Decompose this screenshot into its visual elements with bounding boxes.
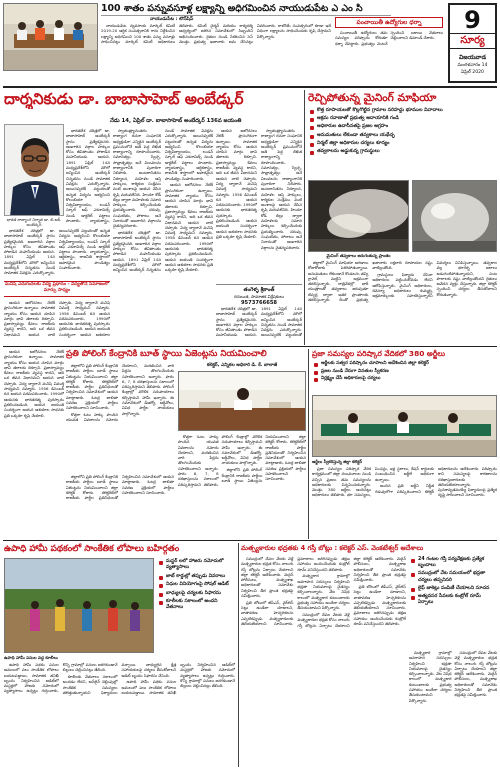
upadhi-bullet: కూలీలకు సకాలంలో అందని వేతనాలు [159, 599, 233, 612]
prajavani-col-1-text: ప్రజా సమస్యల పరిష్కార వేదిక కార్యక్రమంలో జిల్లా నలుమూలల నుండి వచ్చిన ప్రజలు తమ సమస్యలను అధికారులకు విన్నవించుకున్నారు. మొత్తం 380 అర్జీలు అందినట్లు అధికారులు తెలిపారు. భూ సమస్యలు, పింఛన్లు, ఇళ్ల స్థలాలు, రేషన్ కార్డులకు సంబంధించిన అర్జీలే అధికంగా ఉన్నాయి. [312, 466, 434, 498]
mining-bullet-list [310, 108, 495, 155]
prajavani-bullet: నిర్లక్ష్యం చేసే అధికారులపై చర్యలు [314, 376, 495, 382]
fishermen-col-3b-text: మత్స్యకార గ్రామాల్లో అవగాహన సదస్సులు నిర్వహించి భద్రతా నియమాలపై చైతన్యం కల్పించాలన్నారు. వేట నిషేధ కాలంలో మత్స్యకార కుటుంబాలకు ప్రభుత్వ సహాయం అందేలా చర్యలు తీసుకుంటామని పేర్కొన్నారు. [409, 650, 452, 703]
ambedkar-quote: మనిషి ఎదుగుదలకు విద్యే ప్రధానం - విద్యతోనే సమాజంలో మార్పు సాధ్యం [4, 281, 110, 297]
ambedkar-body-middle [113, 128, 213, 342]
mining-body [308, 260, 497, 345]
ambedkar-continued-text: ఆయన ఆలోచనలు నేటికీ ప్రాసంగికంగా ఉన్నాయి. సామాజిక న్యాయం కోసం ఆయన చూపిన మార్గం భావి తరాలకు దిక్సూచి. ప్రజాస్వామ్యం కేవలం రాజకీయ వ్యవస్థ కాదని, అది ఒక జీవన విధానమని ఆయన చాటి చెప్పారు. విద్య ద్వారానే మనిషి విముక్తి సాధ్యమని నమ్మారు. 1956 డిసెంబర్ 6న ఆయన పరమపదించారు. 1990లో ఆయనకు భారతరత్న పురస్కారం ప్రకటించబడింది. ఆయన జయంతి సందర్భంగా ఆయన ఆశయాల సాధనకు ప్రతి ఒక్కరూ కృషి చేయాలి. [4, 349, 64, 418]
page-number-box [448, 3, 497, 83]
prajavani-bullet-list [314, 361, 495, 382]
fishermen-col-1b-text: సముద్రంలో చేపల వేటకు వెళ్లే మత్స్యకారుల భద్రత కోసం నాలుగు గస్తీ బోట్లను ఏర్పాటు చేయాలని జిల్లా కలెక్టర్ ఆదేశించారు. మెరైన్ పోలీసులు, మత్స్యశాఖ అధికారులతో సమావేశం నిర్వహించి తీర ప్రాంత భద్రతపై సమీక్షించారు. [297, 556, 406, 628]
polling-col-1c-text: జిల్లాలోని ప్రతి పోలింగ్ కేంద్రానికి రాజకీయ పార్టీలు బూత్ స్థాయి ఏజెంట్లను నియమించాలని జిల్లా కలెక్టర్ కోరారు. కలెక్టరేట్‌లో రాజకీయ పార్టీల ప్రతినిధులతో నిర్వహించిన సమావేశంలో ఆయన మాట్లాడారు. ఓటర్ల జాబితా సవరణ ప్రక్రియలో పార్టీలు సహకరించాలని సూచించారు. [66, 474, 174, 501]
ambedkar-col-2d-text: స్వాతంత్ర్యానంతరం రాజ్యాంగ రచనా సంఘానికి అధ్యక్షుడిగా ఎన్నికైన అంబేద్కర్ ప్రపంచంలోనే అతి పెద్ద లిఖిత రాజ్యాంగాన్ని రూపొందించారు. సమానత్వం, స్వేచ్ఛ, సౌభ్రాతృత్వం అనే విలువలను రాజ్యాంగానికి పునాదిగా నిలిపారు. అంటరానితనం నిర్మూలన, మహిళల ఆస్తి హక్కులు, కార్మికుల సంక్షేమం వంటి అంశాలపై ఆయన చేసిన కృషి మరువలేనిది. హిందూ కోడ్ బిల్లు ద్వారా మహిళలకు సమాన హక్కులు కల్పించేందుకు ప్రయత్నించారు. చదువు, సంఘటితం, పోరాటం అనే నినాదంతో అణగారిన వర్గాలను చైతన్యపరిచారు. [261, 128, 302, 250]
side-story-body [335, 30, 443, 81]
page-number: 9 [464, 6, 481, 34]
fishermen-col-1-text: సముద్రంలో చేపల వేటకు వెళ్లే మత్స్యకారుల భద్రత కోసం నాలుగు గస్తీ బోట్లను ఏర్పాటు చేయాలని జిల్లా కలెక్టర్ ఆదేశించారు. మెరైన్ పోలీసులు, మత్స్యశాఖ అధికారులతో సమావేశం నిర్వహించి తీర ప్రాంత భద్రతపై సమీక్షించారు. [241, 556, 294, 599]
ambedkar-body-right-2 [216, 306, 302, 342]
ambedkar-col-1b-text: భారతదేశ చరిత్రలో డా. బాబాసాహెబ్ అంబేద్కర్ స్థానం ప్రత్యేకమైనది. అణగారిన వర్గాల హక్కుల కోసం జీవితాంతం పోరాడిన మహనీయుడు ఆయన. 1891 ఏప్రిల్ 14న మధ్యప్రదేశ్‌లోని మౌలో జన్మించిన అంబేద్కర్ చిన్నతనం నుండే సామాజిక వివక్షను ఎదుర్కొన్నారు. అయినప్పటికీ పట్టుదలతో ఉన్నత విద్యను అభ్యసించి కొలంబియా విశ్వవిద్యాలయం, లండన్ స్కూల్ ఆఫ్ ఎకనామిక్స్ నుండి డాక్టరేట్ పట్టాలు పొందారు. న్యాయశాస్త్రం, ఆర్థికశాస్త్రం, రాజనీతి శాస్త్రాలలో అపారమైన పాండిత్యం సంపాదించారు. [4, 228, 110, 276]
prajavani-bullet: అర్జీలకు సత్వర పరిష్కారం చూపాలని ఆదేశించిన జిల్లా కలెక్టర్ [314, 361, 495, 367]
upadhi-bullets [157, 558, 235, 653]
prajavani-headline: ప్రజా సమస్యల పరిష్కార వేదికలో 380 అర్జీలు [312, 349, 446, 358]
polling-headline: ప్రతి పోలింగ్ కేంద్రానికి బూత్ స్థాయి ఏజెంట్లను నియమించాలి [66, 349, 267, 359]
polling-col-2-text: కొత్తగా ఓటు హక్కు పొందిన యువత వివరాలను నమోదు చేయాలని, మరణించిన వారి పేర్లను తొలగించేందుకు సహకరించాలని అన్నారు. ఫారం 6, 7, 8 దరఖాస్తులను సకాలంలో పరిష్కరిస్తామని తెలిపారు. పోలింగ్ కేంద్రాల్లో మౌలిక సదుపాయాలు కల్పిస్తామని హామీ ఇచ్చారు. ఈ సమావేశంలో డీఆర్వో, ఆర్డీవోలు, వివిధ పార్టీల నాయకులు పాల్గొన్నారు. [66, 363, 174, 423]
side-story-text: పంచాయితీ ఉద్యోగులు తమ సమస్యల పరిష్కారం కోరుతూ ధర్నా చేపట్టారు. ప్రభుత్వం వెంటనే స్పందించి బకాయి వేతనాలు చెల్లించాలని డిమాండ్ చేశారు. [335, 30, 443, 46]
mining-photo-caption: మైనింగ్ తవ్వకాలు జరుగుతున్న ప్రాంతం [326, 253, 391, 258]
mining-col-2-text: గ్రామస్థులు ఫిర్యాదు చేసినా అధికారులు పట్టించుకోవడం లేదని ఆరోపిస్తున్నారు. మైనింగ్ అధికారులు, రెవెన్యూ అధికారులు కుమ్మక్కై అక్రమార్కులకు సహకరిస్తున్నారని విమర్శలు వినిపిస్తున్నాయి. తవ్వకాల వల్ల భూగర్భ జలాలు అడుగంటిపోతున్నాయని, పంట పొలాలకు నష్టం వాటిల్లుతోందని రైతులు ఆవేదన వ్యక్తం చేస్తున్నారు. జిల్లా కలెక్టర్ స్పందించి చర్యలు తీసుకోవాలని కోరుతున్నారు. [372, 260, 497, 299]
prajavani-body [312, 466, 497, 538]
mining-bullet: కొత్త రూపాయలతో కొల్లగొట్టిన గ్రామాల సరిహద్దు భూముల వివాదాలు [310, 108, 495, 114]
fishermen-headline: మత్స్యకారుల భద్రతకు 4 గస్తీ బోట్లు : కలెక్టర్ ఎస్. వెంకటేశ్వర్ ఆదేశాలు [241, 544, 424, 552]
top-story-body [101, 23, 331, 81]
fishermen-bullets [409, 556, 497, 646]
meeting-photo-icon [4, 4, 98, 71]
mining-bullet: అక్రమ రవాణాతో ప్రభుత్వ ఆదాయానికి గండి [310, 116, 495, 122]
prajavani-bullets [312, 360, 497, 393]
paper-name: సూర్య [450, 33, 495, 49]
fishermen-col-1c-text: సముద్రంలో చేపల వేటకు వెళ్లే మత్స్యకారుల భద్రత కోసం నాలుగు గస్తీ బోట్లను ఏర్పాటు చేయాలని జిల్లా కలెక్టర్ ఆదేశించారు. మెరైన్ పోలీసులు, మత్స్యశాఖ అధికారులతో సమావేశం నిర్వహించి తీర ప్రాంత భద్రతపై సమీక్షించారు. [454, 650, 497, 698]
upadhi-caption: ఉపాధి హామీ పనుల వద్ద కూలీలు [4, 655, 58, 660]
upadhi-bullet: బాధ్యులపై చర్యలకు సిఫారసు [159, 591, 233, 597]
fishermen-col-2-text: ప్రతి బోటులో జీపీఎస్, వైర్‌లెస్ సెట్లు ఉండేలా చూడాలని, వాతావరణ హెచ్చరికలను ఎప్పటికప్పుడు మత్స్యకారులకు తెలియజేయాలని సూచించారు. ప్రమాదాలు జరిగినప్పుడు తక్షణ సహాయం అందించేందుకు కంట్రోల్ రూమ్ పనిచేస్తుందని తెలిపారు. [241, 556, 350, 627]
edition-date: మంగళవారం 14 ఏప్రిల్ 2020 [457, 63, 488, 75]
upadhi-col-1b-text: ఉపాధి హామీ పథకం పనుల అమలులో పలు సాంకేతిక లోపాలు బయటపడ్డాయి. సామాజిక తనిఖీ బృందం నిర్వహించిన ఆడిట్‌లో మస్టర్లలో హాజరు నమోదులో వ్యత్యాసాలు ఉన్నట్లు గుర్తించారు. కొన్ని గ్రామాల్లో పనులు జరగకుండానే బిల్లులు చెల్లించినట్లు తేలింది. [121, 662, 235, 695]
polling-left-body [4, 349, 64, 469]
ambedkar-photo-caption: భారత రాజ్యాంగ నిర్మాత డా. బి.ఆర్. అంబేద్కర్ [6, 217, 62, 227]
upadhi-col-1-text: ఉపాధి హామీ పథకం పనుల అమలులో పలు సాంకేతిక లోపాలు బయటపడ్డాయి. సామాజిక తనిఖీ బృందం నిర్వహించిన ఆడిట్‌లో మస్టర్లలో హాజరు నమోదులో వ్యత్యాసాలు ఉన్నట్లు గుర్తించారు. కొన్ని గ్రామాల్లో పనులు జరగకుండానే బిల్లులు చెల్లించినట్లు తేలింది. [4, 662, 118, 694]
mining-bullet: నిర్మల్ జిల్లా అధికారుల చర్యలు శూన్యం [310, 141, 495, 147]
prajavani-bullet: ప్రజల నుండి నేరుగా వినతుల స్వీకరణ [314, 369, 495, 375]
fishermen-bullet: లైఫ్ జాకెట్లు పంపిణీ చేయాలని సూచన [411, 586, 495, 592]
byline-name: తంగెళ్ళ శ్రీకాంత్ [243, 287, 275, 293]
fishermen-bullet: సముద్రంలో వేట సమయంలో భద్రతా చర్యలు తప్పనిసరి [411, 571, 495, 583]
polling-body-right [178, 434, 306, 534]
ambedkar-byline [216, 284, 302, 307]
byline-phone: 9573766658 [240, 300, 278, 306]
polling-col-2b-text: కొత్తగా ఓటు హక్కు పొందిన యువత వివరాలను నమోదు చేయాలని, మరణించిన వారి పేర్లను తొలగించేందుకు సహకరించాలని అన్నారు. ఫారం 6, 7, 8 దరఖాస్తులను సకాలంలో పరిష్కరిస్తామని తెలిపారు. పోలింగ్ కేంద్రాల్లో మౌలిక సదుపాయాలు కల్పిస్తామని హామీ ఇచ్చారు. ఈ సమావేశంలో డీఆర్వో, ఆర్డీవోలు, వివిధ పార్టీల నాయకులు పాల్గొన్నారు. [178, 434, 263, 487]
ambedkar-col-2-text: స్వాతంత్ర్యానంతరం రాజ్యాంగ రచనా సంఘానికి అధ్యక్షుడిగా ఎన్నికైన అంబేద్కర్ ప్రపంచంలోనే అతి పెద్ద లిఖిత రాజ్యాంగాన్ని రూపొందించారు. సమానత్వం, స్వేచ్ఛ, సౌభ్రాతృత్వం అనే విలువలను రాజ్యాంగానికి పునాదిగా నిలిపారు. అంటరానితనం నిర్మూలన, మహిళల ఆస్తి హక్కులు, కార్మికుల సంక్షేమం వంటి అంశాలపై ఆయన చేసిన కృషి మరువలేనిది. హిందూ కోడ్ బిల్లు ద్వారా మహిళలకు సమాన హక్కులు కల్పించేందుకు ప్రయత్నించారు. చదువు, సంఘటితం, పోరాటం అనే నినాదంతో అణగారిన వర్గాలను చైతన్యపరిచారు. [113, 128, 161, 229]
polling-body-bottom [66, 474, 174, 534]
fishermen-body-right [409, 650, 497, 767]
polling-body-left [66, 363, 174, 471]
mining-photo-1 [308, 180, 409, 252]
prajavani-col-2-text: అందిన ప్రతి అర్జీని నిర్ణీత గడువులోగా పరిష్కరించాలని కలెక్టర్ అధికారులను ఆదేశించారు. పరిష్కారం కాని సమస్యలపై కారణాలను దరఖాస్తుదారులకు తెలియజేయాలన్నారు. పునరావృతమయ్యే ఫిర్యాదులపై ప్రత్యేక దృష్టి సారించాలని సూచించారు. [375, 466, 497, 498]
top-story-dateline: నాయుడుపేట : టౌన్‌షిప్ [150, 17, 194, 22]
ambedkar-body-right [216, 128, 302, 280]
fishermen-col-2b-text: ప్రతి బోటులో జీపీఎస్, వైర్‌లెస్ సెట్లు ఉండేలా చూడాలని, వాతావరణ హెచ్చరికలను ఎప్పటికప్పుడు మత్స్యకారులకు తెలియజేయాలని సూచించారు. ప్రమాదాలు జరిగినప్పుడు తక్షణ సహాయం అందించేందుకు కంట్రోల్ రూమ్ పనిచేస్తుందని తెలిపారు. [353, 583, 406, 627]
byline-role: రచయిత, సామాజిక విశ్లేషకులు [234, 294, 284, 299]
fishermen-bullet: 24 గంటల గస్తీ పర్యవేక్షణకు ప్రత్యేక బృందాలు [411, 557, 495, 569]
fishermen-body-left [241, 556, 406, 767]
polling-photo [178, 371, 306, 431]
upadhi-col-2-text: కూలీలకు వేతనాలు సకాలంలో అందడం లేదని, ఆన్‌లైన్ చెల్లింపుల్లో సాంకేతిక సమస్యలు తలెత్తుతున్నాయని ఫిర్యాదులు వచ్చాయి. బాధ్యులైన క్షేత్ర సహాయకులపై చర్యలు తీసుకోవాలని ఆడిట్ బృందం సిఫారసు చేసింది. [62, 662, 177, 695]
top-story-text: నాయుడుపేట వ్యవసాయ మార్కెట్ కమిటీ 2019-20 ఆర్థిక సంవత్సరానికి గాను నిర్దేశించిన లక్ష్యాన్ని అధిగమించి 100 శాతం పన్ను వసూళ్లు సాధించినట్లు మార్కెట్ కమిటీ అధికారులు తెలిపారు. కమిటీ చైర్మన్ మరియు కార్యదర్శి ఆధ్వర్యంలో జరిగిన సమావేశంలో సిబ్బందిని అభినందించారు. రైతుల నుండి సేకరించిన సెస్ మొత్తం ప్రభుత్వ ఖజానాకు జమ చేసినట్లు వివరించారు. రాబోయే సంవత్సరంలో కూడా ఇదే విధంగా లక్ష్యాలను సాధించేందుకు కృషి చేస్తామని పేర్కొన్నారు. [101, 23, 331, 44]
polling-col-1b-text: జిల్లాలోని ప్రతి పోలింగ్ కేంద్రానికి రాజకీయ పార్టీలు బూత్ స్థాయి ఏజెంట్లను నియమించాలని జిల్లా కలెక్టర్ కోరారు. కలెక్టరేట్‌లో రాజకీయ పార్టీల ప్రతినిధులతో నిర్వహించిన సమావేశంలో ఆయన మాట్లాడారు. ఓటర్ల జాబితా సవరణ ప్రక్రియలో పార్టీలు సహకరించాలని సూచించారు. [221, 434, 306, 483]
mining-bullets [308, 107, 497, 177]
collector-meeting-photo-icon [179, 372, 306, 431]
ambedkar-portrait-icon [5, 125, 64, 216]
polling-col-1-text: జిల్లాలోని ప్రతి పోలింగ్ కేంద్రానికి రాజకీయ పార్టీలు బూత్ స్థాయి ఏజెంట్లను నియమించాలని జిల్లా కలెక్టర్ కోరారు. కలెక్టరేట్‌లో రాజకీయ పార్టీల ప్రతినిధులతో నిర్వహించిన సమావేశంలో ఆయన మాట్లాడారు. ఓటర్ల జాబితా సవరణ ప్రక్రియలో పార్టీలు సహకరించాలని సూచించారు. [66, 363, 118, 411]
upadhi-bullet: నిధుల వినియోగంపై సోషల్ ఆడిట్ [159, 582, 233, 588]
upadhi-headline: ఉపాధి హామీ పథకంలో సాంకేతిక లోపాలు బహిర్గతం [4, 544, 180, 554]
ambedkar-body-left [4, 228, 110, 278]
ambedkar-col-1 [66, 128, 110, 224]
mining-site-photo-icon [413, 181, 497, 252]
ambedkar-col-3b-text: ఆయన ఆలోచనలు నేటికీ ప్రాసంగికంగా ఉన్నాయి. సామాజిక న్యాయం కోసం ఆయన చూపిన మార్గం భావి తరాలకు దిక్సూచి. ప్రజాస్వామ్యం కేవలం రాజకీయ వ్యవస్థ కాదని, అది ఒక జీవన విధానమని ఆయన చాటి చెప్పారు. విద్య ద్వారానే మనిషి విముక్తి సాధ్యమని నమ్మారు. 1956 డిసెంబర్ 6న ఆయన పరమపదించారు. 1990లో ఆయనకు భారతరత్న పురస్కారం ప్రకటించబడింది. ఆయన జయంతి సందర్భంగా ఆయన ఆశయాల సాధనకు ప్రతి ఒక్కరూ కృషి చేయాలి. [216, 128, 257, 239]
mining-bullet: అనుమతులు లేకుండా తవ్వకాలు యథేచ్ఛ [310, 133, 495, 139]
ambedkar-col-2b-text: భారతదేశ చరిత్రలో డా. బాబాసాహెబ్ అంబేద్కర్ స్థానం ప్రత్యేకమైనది. అణగారిన వర్గాల హక్కుల కోసం జీవితాంతం పోరాడిన మహనీయుడు ఆయన. 1891 ఏప్రిల్ 14న మధ్యప్రదేశ్‌లోని మౌలో జన్మించిన అంబేద్కర్ చిన్నతనం నుండే సామాజిక వివక్షను ఎదుర్కొన్నారు. అయినప్పటికీ పట్టుదలతో ఉన్నత విద్యను అభ్యసించి కొలంబియా విశ్వవిద్యాలయం, లండన్ స్కూల్ ఆఫ్ ఎకనామిక్స్ నుండి డాక్టరేట్ పట్టాలు పొందారు. న్యాయశాస్త్రం, ఆర్థికశాస్త్రం, రాజనీతి శాస్త్రాలలో అపారమైన పాండిత్యం సంపాదించారు. [113, 128, 213, 273]
ambedkar-col-1c-text: భారతదేశ చరిత్రలో డా. బాబాసాహెబ్ అంబేద్కర్ స్థానం ప్రత్యేకమైనది. అణగారిన వర్గాల హక్కుల కోసం జీవితాంతం పోరాడిన మహనీయుడు ఆయన. 1891 ఏప్రిల్ 14న మధ్యప్రదేశ్‌లోని మౌలో జన్మించిన అంబేద్కర్ చిన్నతనం నుండే సామాజిక వివక్షను ఎదుర్కొన్నారు. అయినప్పటికీ పట్టుదలతో [216, 306, 302, 338]
fishermen-bullet: అత్యవసర సేవలకు కంట్రోల్ రూమ్ ఏర్పాటు [411, 594, 495, 606]
prajavani-caption: అర్జీలు స్వీకరిస్తున్న జిల్లా కలెక్టర్ [312, 459, 362, 464]
mining-bullet: తవ్వకాలను అడ్డుకున్న గ్రామస్థులు [310, 149, 495, 155]
mining-night-photo-icon [309, 181, 409, 252]
ambedkar-subhead: నేడు 14, ఏప్రిల్ డా. బాబాసాహెబ్ అంబేద్కర్ 136వ జయంతి [110, 118, 242, 124]
upadhi-photo [4, 558, 154, 653]
upadhi-bullet: జాబ్ కార్డుల్లో తప్పుడు వివరాలు [159, 574, 233, 580]
ambedkar-body-left-2 [4, 300, 110, 342]
polling-caption: కలెక్టర్, ఎన్నికల అధికారి డి. కే. బాలాజీ [206, 363, 278, 368]
prajavani-photo [312, 395, 497, 457]
top-story-headline: 100 శాతం పన్నువసూళ్ల లక్ష్యాన్ని అధిగమించిన నాయుడుపేట ఎ ఎం సి [101, 3, 363, 14]
upadhi-bullet-list [159, 559, 233, 612]
upadhi-bullet: మస్టర్ లలో హాజరు నమోదులో వ్యత్యాసాలు [159, 559, 233, 572]
side-story-headline: పంచాయితీ ఉద్యోగుల ధర్నా [335, 17, 443, 28]
ambedkar-col-3-text: ఆయన ఆలోచనలు నేటికీ ప్రాసంగికంగా ఉన్నాయి. సామాజిక న్యాయం కోసం ఆయన చూపిన మార్గం భావి తరాలకు దిక్సూచి. ప్రజాస్వామ్యం కేవలం రాజకీయ వ్యవస్థ కాదని, అది ఒక జీవన విధానమని ఆయన చాటి చెప్పారు. విద్య ద్వారానే మనిషి విముక్తి సాధ్యమని నమ్మారు. 1956 డిసెంబర్ 6న ఆయన పరమపదించారు. 1990లో ఆయనకు భారతరత్న పురస్కారం ప్రకటించబడింది. ఆయన జయంతి సందర్భంగా ఆయన ఆశయాల [4, 300, 110, 337]
mining-photo-2 [412, 180, 497, 252]
edition-name: విజయవాడ [458, 54, 487, 61]
fishermen-col-3-text: మత్స్యకార గ్రామాల్లో అవగాహన సదస్సులు నిర్వహించి భద్రతా నియమాలపై చైతన్యం కల్పించాలన్నారు. వేట నిషేధ కాలంలో మత్స్యకార కుటుంబాలకు ప్రభుత్వ సహాయం అందేలా చర్యలు తీసుకుంటామని పేర్కొన్నారు. [297, 573, 350, 611]
mining-col-1-text: జిల్లాలో మైనింగ్ మాఫియా ఆగడాలు రోజురోజుకు పెరిగిపోతున్నాయి. అనుమతులు లేకుండానే కొండలను తవ్వి గ్రావెల్, మట్టిని అక్రమంగా తరలిస్తున్నారు. రాత్రివేళల్లో భారీ యంత్రాలతో తవ్వకాలు జరుపుతూ టిప్పర్ల ద్వారా ఇతర ప్రాంతాలకు తరలిస్తున్నారు. దీంతో ప్రభుత్వ ఖజానాకు లక్షలాది రూపాయల నష్టం వాటిల్లుతోంది. [308, 260, 433, 303]
ambedkar-col-1-text: భారతదేశ చరిత్రలో డా. బాబాసాహెబ్ అంబేద్కర్ స్థానం ప్రత్యేకమైనది. అణగారిన వర్గాల హక్కుల కోసం జీవితాంతం పోరాడిన మహనీయుడు ఆయన. 1891 ఏప్రిల్ 14న మధ్యప్రదేశ్‌లోని మౌలో జన్మించిన అంబేద్కర్ చిన్నతనం నుండే సామాజిక వివక్షను ఎదుర్కొన్నారు. అయినప్పటికీ పట్టుదలతో ఉన్నత విద్యను అభ్యసించి కొలంబియా విశ్వవిద్యాలయం, లండన్ స్కూల్ ఆఫ్ ఎకనామిక్స్ నుండి డాక్టరేట్ పట్టాలు పొందారు. న్యాయశాస్త్రం, [66, 128, 110, 224]
ambedkar-photo [4, 124, 64, 216]
ambedkar-headline: దార్శనికుడు డా. బాబాసాహెబ్ అంబేడ్కర్ [4, 90, 244, 108]
fishermen-bullet-list [411, 557, 495, 606]
mining-headline: రెచ్చిపోతున్న మైనింగ్ మాఫియా [308, 92, 437, 104]
mining-bullet: అధికారుల ఉదాసీనతపై ప్రజల ఆగ్రహం [310, 124, 495, 130]
field-workers-photo-icon [5, 559, 154, 653]
ambedkar-col-2c-text: ఆయన ఆలోచనలు నేటికీ ప్రాసంగికంగా ఉన్నాయి. సామాజిక న్యాయం కోసం ఆయన చూపిన మార్గం భావి తరాలకు దిక్సూచి. ప్రజాస్వామ్యం కేవలం రాజకీయ వ్యవస్థ కాదని, అది ఒక జీవన విధానమని ఆయన చాటి చెప్పారు. విద్య ద్వారానే మనిషి విముక్తి సాధ్యమని నమ్మారు. 1956 డిసెంబర్ 6న ఆయన పరమపదించారు. 1990లో ఆయనకు భారతరత్న పురస్కారం ప్రకటించబడింది. ఆయన జయంతి సందర్భంగా ఆయన ఆశయాల సాధనకు ప్రతి ఒక్కరూ కృషి చేయాలి. [165, 182, 213, 273]
upadhi-body [4, 662, 235, 767]
grievance-hall-photo-icon [313, 396, 497, 457]
top-story-photo [3, 3, 98, 71]
